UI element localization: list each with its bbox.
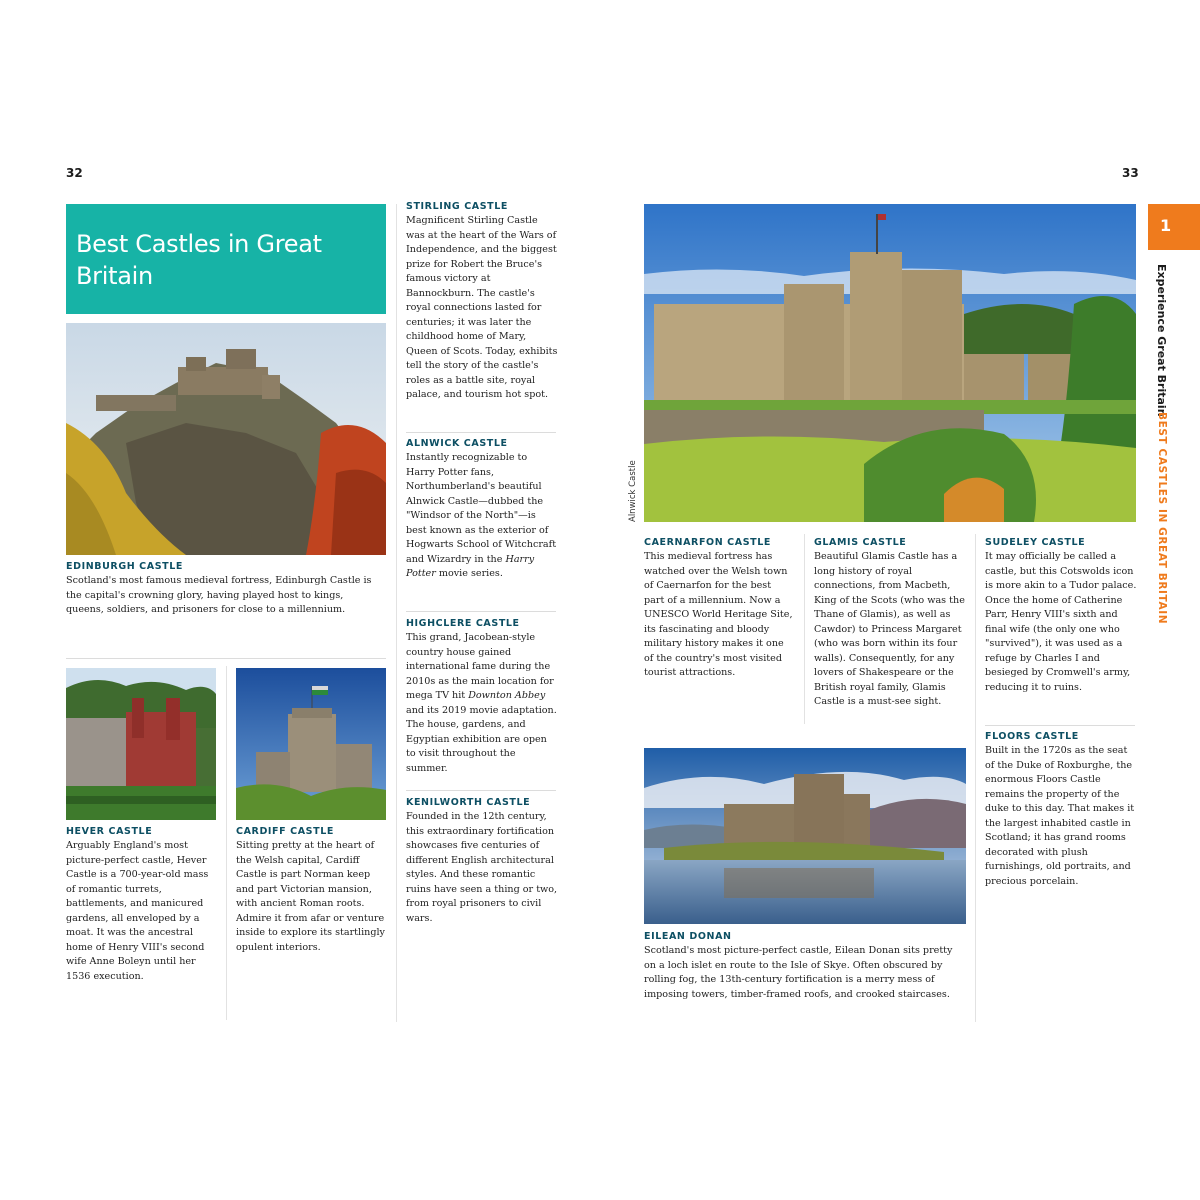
edinburgh-entry	[66, 561, 382, 618]
alnwick-text: Instantly recognizable to Harry Potter fans, Northumberland's beautiful Alnwick Castle—dubbed the "Windsor of the North"—is best known as the exterior of Hogwarts School of Witchcraft and Wizardry in the Harry Potter movie series.	[406, 452, 557, 579]
divider	[406, 790, 556, 791]
cardiff-castle-photo	[236, 668, 386, 820]
hever-entry	[66, 826, 216, 984]
sudeley-heading: SUDELEY CASTLE	[985, 537, 1086, 548]
floors-heading: FLOORS CASTLE	[985, 731, 1079, 742]
edinburgh-heading: EDINBURGH CASTLE	[66, 561, 183, 572]
eilean-donan-photo	[644, 748, 966, 924]
floors-entry	[985, 731, 1137, 889]
caernarfon-entry	[644, 537, 794, 681]
column-divider	[396, 204, 397, 1022]
chapter-number: 1	[1160, 216, 1172, 235]
cardiff-entry	[236, 826, 386, 955]
stirling-heading: STIRLING CASTLE	[406, 201, 509, 212]
divider	[985, 725, 1135, 726]
glamis-text: Beautiful Glamis Castle has a long history of royal connections, from Macbeth, King of the Scots (who was the Thane of Glamis), as well as Cawdor) to Princess Margaret (who was born within its four walls). Consequently, for any lovers of Shakespeare or the British royal family, Glamis Castle is a must-see sight.	[814, 551, 965, 707]
alnwick-entry	[406, 438, 558, 582]
stirling-entry	[406, 201, 558, 403]
page-title: Best Castles in Great Britain	[76, 230, 322, 290]
kenilworth-text: Founded in the 12th century, this extraordinary fortification showcases five centuries of different English architectural styles. And these romantic ruins have seen a thing or two, from royal prisoners to civil wars.	[406, 811, 558, 924]
highclere-heading: HIGHCLERE CASTLE	[406, 618, 520, 629]
highclere-entry	[406, 618, 558, 776]
hever-heading: HEVER CASTLE	[66, 826, 153, 837]
caernarfon-text: This medieval fortress has watched over the Welsh town of Caernarfon for the best part of a millennium. Now a UNESCO World Heritage Site, its fascinating and bloody military history makes it one of the country's most visited tourist attractions.	[644, 551, 793, 678]
kenilworth-entry	[406, 797, 558, 926]
floors-text: Built in the 1720s as the seat of the Duke of Roxburghe, the enormous Floors Castle remains the property of the duke to this day. That makes it the largest inhabited castle in Scotland; it has grand rooms decorated with plush furnishings, old portraits, and precious porcelain.	[985, 745, 1135, 887]
edinburgh-castle-photo	[66, 323, 386, 555]
hever-text: Arguably England's most picture-perfect castle, Hever Castle is a 700-year-old mass of romantic turrets, battlements, and manicured gardens, all enveloped by a moat. It was the ancestral home of Henry VIII's second wife Anne Boleyn until her 1536 execution.	[66, 840, 209, 982]
eilean-heading: EILEAN DONAN	[644, 931, 732, 942]
divider	[66, 658, 386, 659]
chapter-tab	[1148, 204, 1200, 250]
page-number-right: 33	[1122, 166, 1139, 180]
hever-castle-photo	[66, 668, 216, 820]
caernarfon-heading: CAERNARFON CASTLE	[644, 537, 771, 548]
eilean-text: Scotland's most picture-perfect castle, Eilean Donan sits pretty on a loch islet en route to the Isle of Skye. Often obscured by rolling fog, the 13th-century fortification is a merry mess of imposing towers, timber-framed roofs, and crooked staircases.	[644, 945, 953, 1000]
sudeley-text: It may officially be called a castle, but this Cotswolds icon is more akin to a Tudor palace. Once the home of Catherine Parr, Henry VIII's sixth and final wife (the only one who "survived"), it was used as a refuge by Charles I and besieged by Cromwell's army, reducing it to ruins.	[985, 551, 1137, 693]
glamis-heading: GLAMIS CASTLE	[814, 537, 907, 548]
column-divider	[975, 534, 976, 1022]
side-section-label: BEST CASTLES IN GREAT BRITAIN	[1156, 412, 1168, 625]
cardiff-heading: CARDIFF CASTLE	[236, 826, 334, 837]
column-divider	[804, 534, 805, 724]
photo-caption: Alnwick Castle	[628, 460, 638, 522]
alnwick-castle-photo	[644, 204, 1136, 522]
divider	[406, 432, 556, 433]
glamis-entry	[814, 537, 966, 710]
kenilworth-heading: KENILWORTH CASTLE	[406, 797, 531, 808]
title-box	[66, 204, 386, 314]
cardiff-text: Sitting pretty at the heart of the Welsh capital, Cardiff Castle is part Norman keep and part Victorian mansion, with ancient Roman roots. Admire it from afar or venture inside to explore its startlingly opulent interiors.	[236, 840, 385, 953]
page-number-left: 32	[66, 166, 83, 180]
edinburgh-text: Scotland's most famous medieval fortress, Edinburgh Castle is the capital's crowning glory, having played host to kings, queens, soldiers, and prisoners for close to a millennium.	[66, 575, 372, 615]
stirling-text: Magnificent Stirling Castle was at the heart of the Wars of Independence, and the biggest prize for Robert the Bruce's famous victory at Bannockburn. The castle's royal connections lasted for centuries; it was later the childhood home of Mary, Queen of Scots. Today, exhibits tell the story of the castle's roles as a battle site, royal palace, and tourism hot spot.	[406, 215, 558, 400]
alnwick-heading: ALNWICK CASTLE	[406, 438, 508, 449]
column-divider	[226, 666, 227, 1020]
side-chapter-label: Experience Great Britain	[1155, 264, 1168, 417]
eilean-entry	[644, 931, 962, 1002]
highclere-text: This grand, Jacobean-style country house gained international fame during the 2010s as the main location for mega TV hit Downton Abbey and its 2019 movie adaptation. The house, gardens, and Egyptian exhibition are open to visit throughout the summer.	[406, 632, 557, 774]
divider	[406, 611, 556, 612]
sudeley-entry	[985, 537, 1137, 695]
